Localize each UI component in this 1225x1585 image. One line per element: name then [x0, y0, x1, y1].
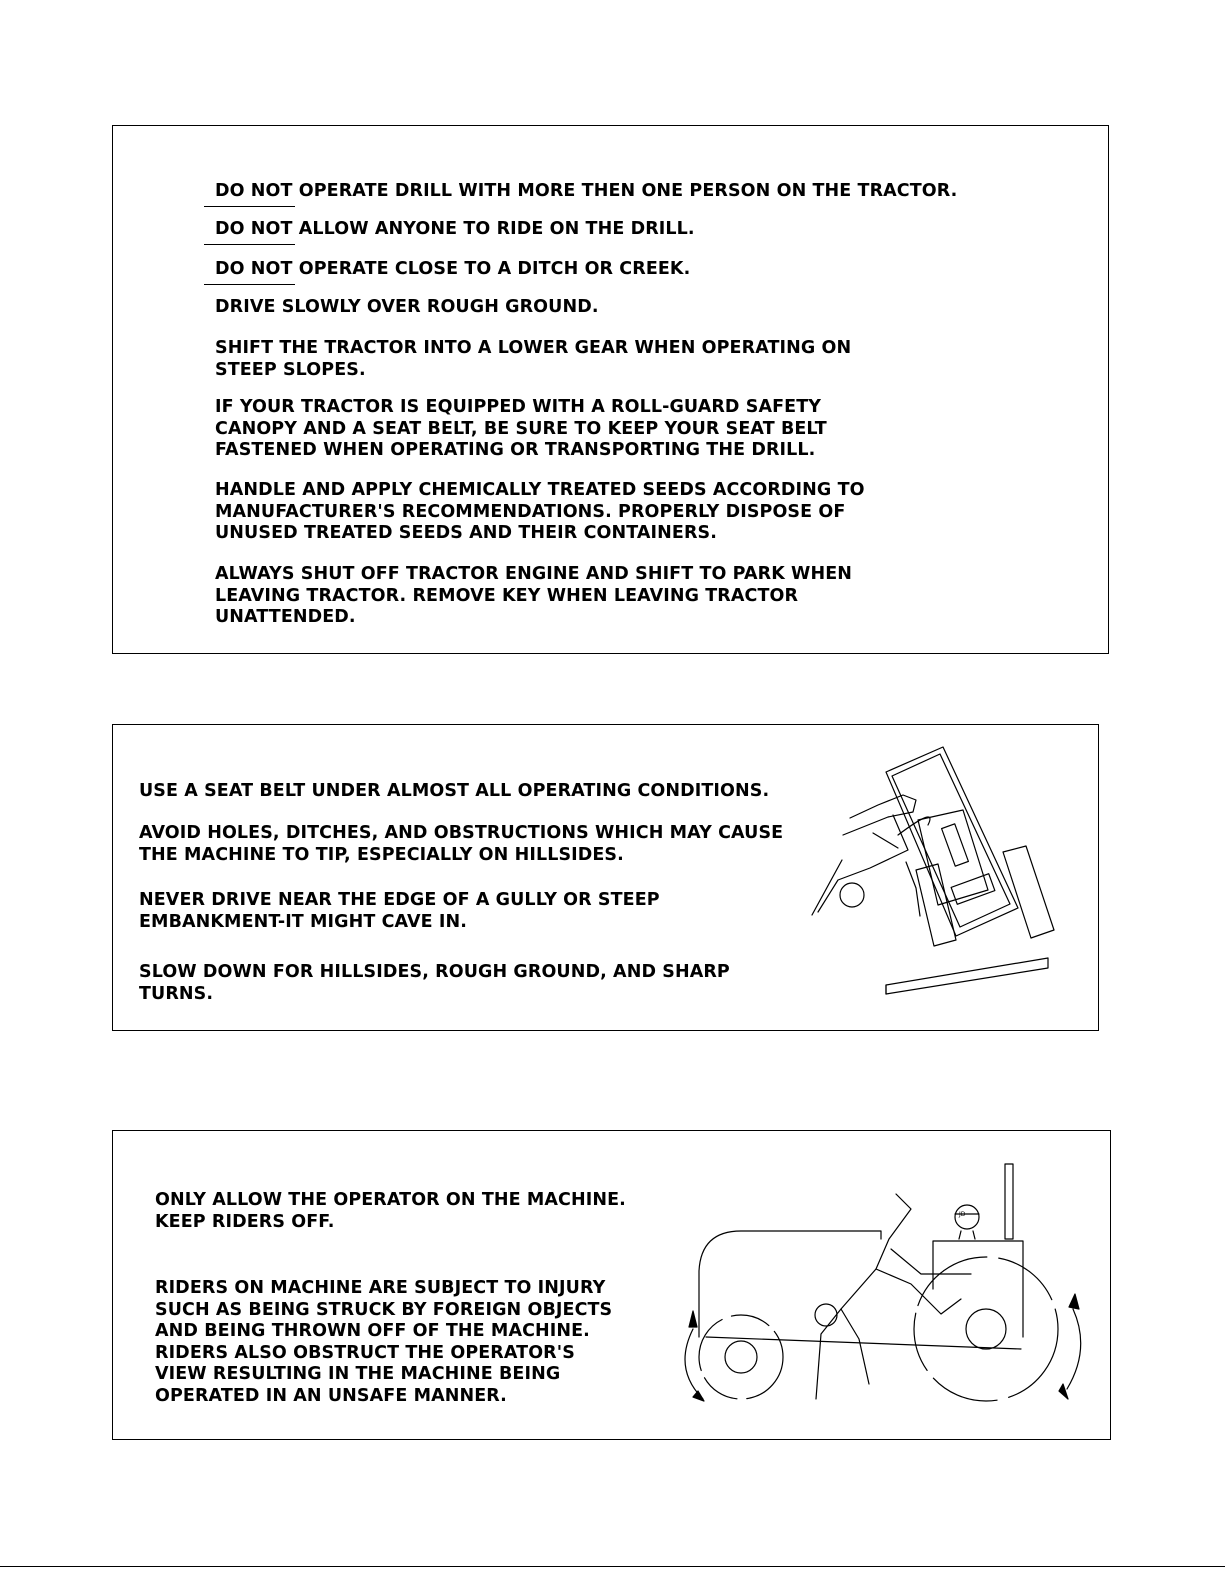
svg-text:JD: JD	[959, 1211, 966, 1218]
safety-rule: NEVER DRIVE NEAR THE EDGE OF A GULLY OR STEEP EMBANKMENT-IT MIGHT CAVE IN.	[139, 890, 660, 932]
safety-rule: ONLY ALLOW THE OPERATOR ON THE MACHINE. KEEP RIDERS OFF.	[155, 1190, 626, 1232]
safety-rule: HANDLE AND APPLY CHEMICALLY TREATED SEEDS ACCORDING TO MANUFACTURER'S RECOMMENDATIONS. PROPERLY DISPOSE OF UNUSED TREATED SEEDS AND THEIR CONTAINERS.	[215, 480, 865, 543]
safety-panel-no-riders	[112, 1130, 1111, 1440]
tractor-rollover-icon	[798, 740, 1058, 1000]
safety-rule: AVOID HOLES, DITCHES, AND OBSTRUCTIONS WHICH MAY CAUSE THE MACHINE TO TIP, ESPECIALLY ON HILLSIDES.	[139, 823, 784, 865]
safety-rule: SHIFT THE TRACTOR INTO A LOWER GEAR WHEN OPERATING ON STEEP SLOPES.	[215, 338, 852, 380]
safety-rule: SLOW DOWN FOR HILLSIDES, ROUGH GROUND, AND SHARP TURNS.	[139, 962, 730, 1004]
safety-rule: DO NOT OPERATE CLOSE TO A DITCH OR CREEK.	[215, 259, 691, 279]
do-not-emphasis: DO NOT	[215, 181, 293, 201]
safety-panel-drill-operation	[112, 125, 1109, 654]
do-not-emphasis: DO NOT	[215, 259, 293, 279]
safety-rule: USE A SEAT BELT UNDER ALMOST ALL OPERATING CONDITIONS.	[139, 781, 770, 801]
safety-panel-rollover	[112, 724, 1099, 1031]
rider-thrown-from-tractor-icon	[671, 1159, 1091, 1419]
safety-rule: IF YOUR TRACTOR IS EQUIPPED WITH A ROLL-GUARD SAFETY CANOPY AND A SEAT BELT, BE SURE TO KEEP YOUR SEAT BELT FASTENED WHEN OPERATING OR TRANSPORTING THE DRILL.	[215, 397, 827, 460]
safety-rule: DRIVE SLOWLY OVER ROUGH GROUND.	[215, 297, 599, 317]
do-not-emphasis: DO NOT	[215, 219, 293, 239]
safety-rule: DO NOT OPERATE DRILL WITH MORE THEN ONE PERSON ON THE TRACTOR.	[215, 181, 958, 201]
page-bottom-rule	[0, 1566, 1225, 1567]
safety-rule: DO NOT ALLOW ANYONE TO RIDE ON THE DRILL.	[215, 219, 695, 239]
safety-rule: ALWAYS SHUT OFF TRACTOR ENGINE AND SHIFT TO PARK WHEN LEAVING TRACTOR. REMOVE KEY WHEN LEAVING TRACTOR UNATTENDED.	[215, 564, 853, 627]
safety-rule: RIDERS ON MACHINE ARE SUBJECT TO INJURY SUCH AS BEING STRUCK BY FOREIGN OBJECTS AND BEING THROWN OFF OF THE MACHINE. RIDERS ALSO OBSTRUCT THE OPERATOR'S VIEW RESULTING IN THE MACHINE BEING OPERATED IN AN UNSAFE MANNER.	[155, 1278, 613, 1406]
